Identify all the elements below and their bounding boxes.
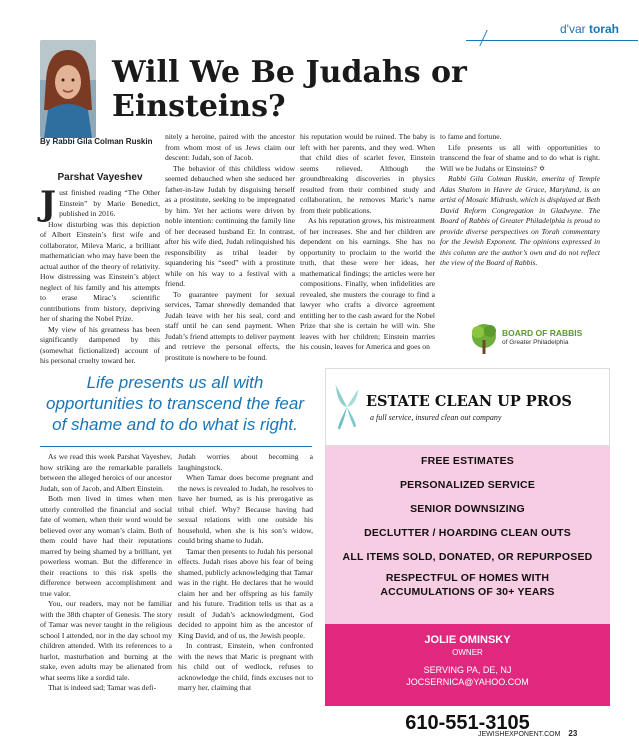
logo-subtitle: of Greater Philadelphia [502,339,569,346]
ad-company-name: ESTATE CLEAN UP PROS [366,393,572,410]
article-title: Will We Be Judahs or Einsteins? [112,55,467,124]
page-footer [478,729,577,738]
ad-service: RESPECTFUL OF HOMES WITH ACCUMULATIONS OF 30+ YEARS [380,572,555,598]
footer-site[interactable]: JEWISHEXPONENT.COM [478,731,561,738]
ad-service: FREE ESTIMATES [420,455,515,467]
paragraph: Life presents us all with opportunities to transcend the fear of shame and to do what is right. Will we be Judahs or Einsteins? ✡ [440,142,600,173]
paragraph: Just finished reading “The Other Einstein” by Marie Benedict, published in 2016. [40,184,160,224]
pull-quote: Life presents us all with opportunities to transcend the fear of shame and to do what is right. [46,373,304,434]
logo-title: BOARD OF RABBIS [502,328,583,338]
column-4 [440,132,600,269]
ad-service: PERSONALIZED SERVICE [399,479,536,491]
section-rule [466,40,638,41]
author-photo [40,40,96,138]
column-5 [40,452,172,694]
column-1 [40,184,160,367]
paragraph: Both men lived in times when men utterly controlled the financial and social fate of women, when their word would be believed over any woman’s claim. Both of them could have had their reputations marred by being shamed by a brilliant, yet powerless woman. But the difference in their reactions to this risk spells the difference between accomplishment and true valor. [40,494,172,598]
pull-quote-rule [40,446,312,447]
ad-services [325,446,610,624]
section-label [560,22,619,36]
paragraph: To guarantee payment for sexual services, Tamar shrewdly demanded that Judah leave with her his seal, cord and staff until he can send payment. When Judah’s friend attempts to deliver payment and retrieve the personal effects, the prostitute is nowhere to be found. [165,289,295,362]
section-divider-slash [479,30,487,46]
paragraph: Tamar then presents to Judah his personal effects. Judah rises above his fear of being shamed, publicly acknowledging that Tamar was in the right. He declares that he would claim her and her offspring as his family and his future. Tradition tells us that as a result of Judah’s acknowledgment, God decided to appoint him as the ancestor of King David, and of us, the Jewish people. [178,546,313,640]
paragraph: My view of his greatness has been significantly dampened by this (somewhat fictionalized) account of his personal cruelty toward her. [40,324,160,365]
drop-cap: J [40,184,57,224]
ad-contact-name: JOLIE OMINSKY [424,634,511,646]
section-name: torah [588,22,619,36]
paragraph: That is indeed sad; Tamar was defi- [48,683,157,692]
paragraph: As his reputation grows, his mistreatment of her increases. She and her children are dependent on his earnings. She has no opportunity to proclaim to the world the truth, that these were her ideas, her mathematical findings; the articles were her compositions. Finally, when infidelities are revealed, she musters the courage to find a lawyer who crafts a divorce agreement entitling her to the cash award for the Nobel Prize that she is certain he will win. She leaves with her children; Einstein marries his cousin, leaves for America and goes on [300,216,435,351]
paragraph: Judah worries about becoming a laughingstock. [178,452,313,472]
paragraph: How disturbing was this depiction of Albert Einstein’s first wife and collaborator, Mileva Maric, a brilliant mathematician who may have been the actual author of the theory of relativity. How distressing was Einstein’s abject neglect of his family and his attempts to erase Mirac’s scientific contributions from history, depriving her of sharing the Nobel Prize. [40,219,160,323]
section-prefix: d'var [560,22,586,36]
ad-service: ALL ITEMS SOLD, DONATED, OR REPURPOSED [342,551,593,563]
ad-service: DECLUTTER / HOARDING CLEAN OUTS [364,527,571,539]
paragraph: his reputation would be ruined. The baby is left with her parents, and they wed. When that child dies of scarlet fever, Einstein seems relieved. Although the groundbreaking discoveries in physics resulted from their combined study and collaboration, he removes Maric’s name from their publications. [300,132,435,215]
paragraph: You, our readers, may not be familiar with the 38th chapter of Genesis. The story of Tamar was never taught in the religious school I attended, nor in the day school my children attended. With its references to a harlot, masturbation and burning at the stake, even adults may be alienated from what seems like a sordid tale. [40,599,172,682]
paragraph: As we read this week Parshat Vayeshev, how striking are the remarkable parallels between the alleged heroics of our ancestor Judah, son of Jacob, and Albert Einstein. [40,452,172,493]
page-number: 23 [568,729,578,738]
paragraph: The behavior of this childless widow seemed debauched when she seduced her father-in-law Judah by disguising herself as a prostitute, seeking to be impregnated by him. Yet her actions were driven by noble intention: continuing the family line of her deceased husband Er. In contrast, after his wife died, Judah relinquished his responsibility as tribal leader by squandering his “seed” with a prostitute while on his way to a festival with a friend. [165,163,295,288]
subhead: Parshat Vayeshev [57,172,143,183]
ad-service: SENIOR DOWNSIZING [410,503,525,515]
ad-phone[interactable]: 610-551-3105 [325,706,610,740]
column-2 [165,132,295,363]
ad-service-area: SERVING PA, DE, NJ [423,665,512,675]
ad-header [325,368,610,446]
ad-contact-role: OWNER [452,648,483,657]
byline: By Rabbi Gila Colman Ruskin [40,137,153,146]
ad-email[interactable]: JOCSERNICA@YAHOO.COM [406,677,529,687]
ad-contact [325,624,610,706]
paragraph: In contrast, Einstein, when confronted with the news that Maric is pregnant with his child out of wedlock, refuses to acknowledge the child, finds excuses not to marry her, claiming that [178,641,313,692]
paragraph: nitely a heroine, paired with the ancestor from whom most of us Jews claim our descent: Judah, son of Jacob. [165,132,295,162]
column-6 [178,452,313,694]
board-of-rabbis-logo [470,322,610,363]
paragraph: When Tamar does become pregnant and the news is revealed to Judah, he resolves to have her burned, as is his prerogative as tribal chief. Why? Because having had sexual relations with one outside his household, when she is his son’s widow, could bring shame to Judah. [178,473,313,545]
butterfly-icon [332,377,362,437]
paragraph: to fame and fortune. [440,132,502,141]
ad-tagline: a full service, insured clean out company [370,413,502,422]
column-3 [300,132,435,353]
author-bio: Rabbi Gila Colman Ruskin, emerita of Temple Adas Shalom in Havre de Grace, Maryland, is an artist of Mosaic Midrash, which is displayed at Beth David Reform Congregation in Gladwyne. The Board of Rabbis of Greater Philadelphia is proud to provide diverse perspectives on Torah commentary for the Jewish Exponent. The opinions expressed in this column are the author’s own and do not reflect the view of the Board of Rabbis. [440,174,600,267]
